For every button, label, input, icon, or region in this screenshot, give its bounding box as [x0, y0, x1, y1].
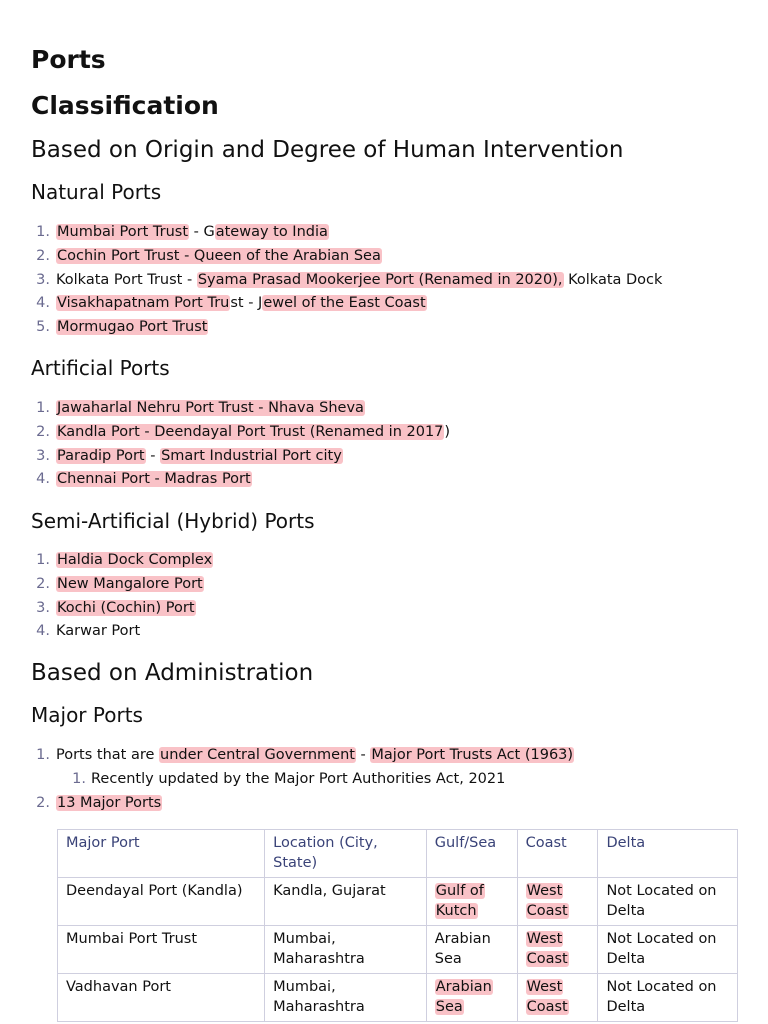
text-segment: Karwar Port	[56, 623, 141, 640]
text-segment: Not Located on Delta	[606, 979, 717, 1015]
text-segment: Not Located on Delta	[606, 883, 717, 919]
list-item-text	[56, 445, 343, 469]
list-item-number: 2.	[36, 794, 50, 811]
text-segment: Deendayal Port (Kandla)	[66, 883, 243, 899]
list-item-number: 3.	[36, 599, 50, 616]
text-segment: Arabian Sea	[434, 931, 491, 967]
table-cell	[598, 878, 738, 926]
highlighted-text: Kandla Port - Deendayal Port Trust (Renamed in 2017	[57, 423, 444, 440]
table-header-row	[58, 830, 738, 878]
highlighted-text: Cochin Port Trust - Queen of the Arabian Sea	[57, 247, 381, 264]
list-item-number: 2.	[36, 247, 50, 264]
list-item-text	[56, 468, 252, 492]
text-segment: Kandla, Gujarat	[273, 883, 386, 899]
table-cell	[598, 974, 738, 1022]
highlighted-text: Syama Prasad Mookerjee Port (Renamed in 2020),	[197, 271, 563, 288]
list-item-number: 2.	[36, 575, 50, 592]
page-title: Ports	[31, 45, 106, 74]
table-header-cell: Location (City, State)	[265, 830, 427, 878]
highlighted-text: Jawaharlal Nehru Port Trust - Nhava Sheva	[57, 400, 364, 416]
list-item-text	[56, 620, 140, 644]
table-cell	[517, 974, 598, 1022]
highlighted-text: Paradip Port	[57, 447, 145, 464]
heading-artificial-ports: Artificial Ports	[31, 356, 170, 380]
text-segment: Ports that are	[56, 747, 160, 763]
list-item-number: 4.	[36, 471, 50, 488]
text-segment: Vadhavan Port	[66, 979, 171, 995]
text-segment: Not Located on Delta	[606, 931, 717, 967]
table-cell	[598, 926, 738, 974]
section-heading-classification: Classification	[31, 91, 219, 120]
table-cell	[517, 926, 598, 974]
text-segment: - G	[189, 224, 215, 240]
list-item-text	[56, 792, 162, 816]
highlighted-text: 13 Major Ports	[57, 794, 162, 811]
highlighted-text: Haldia Dock Complex	[57, 552, 213, 568]
highlighted-text: Arabian Sea	[435, 979, 492, 1015]
table-cell	[265, 926, 427, 974]
table-cell	[58, 974, 265, 1022]
highlighted-text: Kochi (Cochin) Port	[57, 599, 195, 616]
table-header-cell: Coast	[517, 830, 598, 878]
heading-origin: Based on Origin and Degree of Human Intervention	[31, 137, 624, 163]
highlighted-text: West Coast	[526, 979, 568, 1015]
highlighted-text: Mormugao Port Trust	[57, 319, 208, 336]
list-item-text	[56, 397, 365, 421]
list-item-text	[56, 316, 208, 340]
text-segment: -	[145, 447, 161, 464]
highlighted-text: Major Port Trusts Act (1963)	[371, 747, 574, 763]
list-item-text	[56, 573, 204, 597]
highlighted-text: West Coast	[526, 883, 568, 919]
list-item-number: 4.	[36, 623, 50, 640]
table-cell	[426, 974, 517, 1022]
text-segment: Mumbai Port Trust	[66, 931, 198, 947]
list-item-text	[56, 292, 427, 316]
list-item-text	[56, 549, 213, 573]
table-cell	[58, 926, 265, 974]
table-header-cell: Major Port	[58, 830, 265, 878]
table-cell	[426, 926, 517, 974]
highlighted-text: Mumbai Port Trust	[57, 224, 189, 240]
text-segment: Recently updated by the Major Port Authorities Act, 2021	[91, 770, 506, 787]
heading-semi-artificial-ports: Semi-Artificial (Hybrid) Ports	[31, 509, 315, 533]
table-body	[58, 878, 738, 1022]
list-item-number: 1.	[36, 747, 50, 763]
highlighted-text: West Coast	[526, 931, 568, 967]
table-cell	[517, 878, 598, 926]
list-item-text	[56, 245, 382, 269]
list-item-number: 1.	[36, 552, 50, 568]
list-item-text	[56, 421, 450, 445]
table-row	[58, 878, 738, 926]
highlighted-text: under Central Government	[160, 747, 355, 763]
list-item-number: 2.	[36, 423, 50, 440]
heading-administration: Based on Administration	[31, 660, 314, 686]
highlighted-text: ateway to India	[215, 224, 328, 240]
list-item-text	[56, 269, 662, 293]
highlighted-text: Visakhapatnam Port Tru	[57, 295, 230, 312]
list-item-number: 1.	[36, 224, 50, 240]
list-item-number: 1.	[72, 770, 86, 787]
table-cell	[265, 878, 427, 926]
list-item-text	[56, 597, 196, 621]
text-segment: Mumbai, Maharashtra	[273, 931, 365, 967]
list-item-number: 1.	[36, 400, 50, 416]
list-item-text	[56, 744, 574, 768]
highlighted-text: New Mangalore Port	[57, 575, 203, 592]
text-segment: -	[355, 747, 371, 763]
list-item-number: 4.	[36, 295, 50, 312]
list-item-number: 3.	[36, 447, 50, 464]
text-segment: Kolkata Port Trust -	[56, 271, 197, 288]
text-segment: )	[444, 423, 451, 440]
highlighted-text: Smart Industrial Port city	[161, 447, 342, 464]
table-cell	[265, 974, 427, 1022]
list-item-text	[91, 768, 505, 792]
table-header-cell: Gulf/Sea	[426, 830, 517, 878]
text-segment: Kolkata Dock	[563, 271, 663, 288]
table-cell	[58, 878, 265, 926]
table-row	[58, 926, 738, 974]
list-item-text	[56, 221, 329, 245]
table-row	[58, 974, 738, 1022]
heading-major-ports: Major Ports	[31, 703, 143, 727]
list-item-number: 5.	[36, 319, 50, 336]
text-segment: st - J	[230, 295, 263, 312]
heading-natural-ports: Natural Ports	[31, 180, 162, 204]
table-cell	[426, 878, 517, 926]
table-header-cell: Delta	[598, 830, 738, 878]
text-segment: Mumbai, Maharashtra	[273, 979, 365, 1015]
major-ports-table	[57, 829, 738, 1022]
highlighted-text: Gulf of Kutch	[435, 883, 484, 919]
highlighted-text: ewel of the East Coast	[263, 295, 426, 312]
list-item-number: 3.	[36, 271, 50, 288]
highlighted-text: Chennai Port - Madras Port	[57, 471, 251, 488]
